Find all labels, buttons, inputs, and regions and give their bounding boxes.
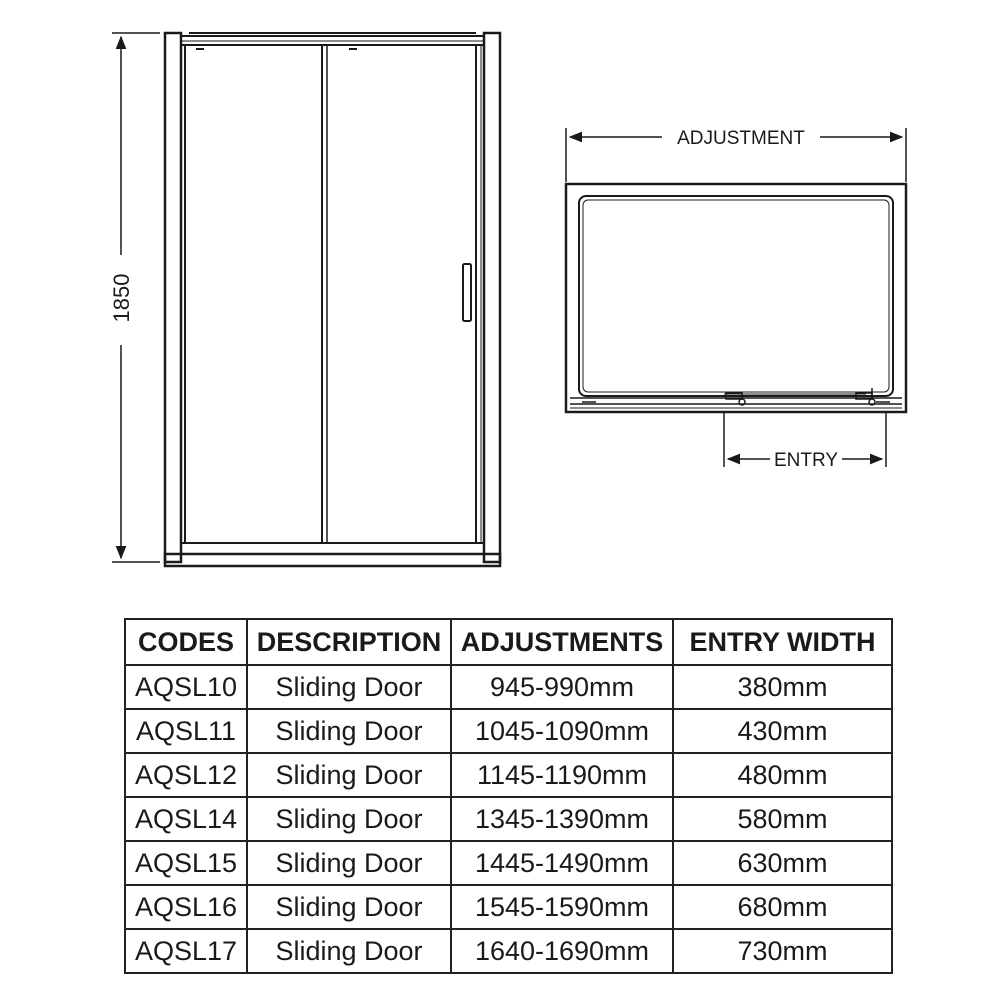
table-row <box>125 709 892 753</box>
cell-description: Sliding Door <box>247 841 451 885</box>
cell-code: AQSL10 <box>125 665 247 709</box>
cell-code: AQSL11 <box>125 709 247 753</box>
enclosure-frame <box>165 33 500 566</box>
front-elevation-view <box>109 33 500 566</box>
header-adjustments: ADJUSTMENTS <box>451 619 673 665</box>
table-row <box>125 841 892 885</box>
cell-description: Sliding Door <box>247 709 451 753</box>
sliding-door-panel <box>322 45 481 543</box>
cell-entry-width: 480mm <box>673 753 892 797</box>
cell-code: AQSL14 <box>125 797 247 841</box>
cell-adjustment: 1545-1590mm <box>451 885 673 929</box>
header-entry-width: ENTRY WIDTH <box>673 619 892 665</box>
cell-code: AQSL12 <box>125 753 247 797</box>
cell-adjustment: 1345-1390mm <box>451 797 673 841</box>
table-header-row <box>125 619 892 665</box>
table-row <box>125 753 892 797</box>
cell-description: Sliding Door <box>247 885 451 929</box>
cell-entry-width: 430mm <box>673 709 892 753</box>
height-dimension-label: 1850 <box>109 273 134 323</box>
fixed-glass-panel <box>185 45 322 543</box>
cell-code: AQSL17 <box>125 929 247 973</box>
cell-description: Sliding Door <box>247 929 451 973</box>
entry-label: ENTRY <box>773 450 839 471</box>
table-row <box>125 885 892 929</box>
table-row <box>125 929 892 973</box>
cell-adjustment: 1445-1490mm <box>451 841 673 885</box>
cell-entry-width: 730mm <box>673 929 892 973</box>
table-row <box>125 665 892 709</box>
cell-adjustment: 1640-1690mm <box>451 929 673 973</box>
specification-table <box>124 618 893 974</box>
door-track <box>570 388 902 408</box>
cell-entry-width: 680mm <box>673 885 892 929</box>
header-description: DESCRIPTION <box>247 619 451 665</box>
cell-entry-width: 380mm <box>673 665 892 709</box>
adjustment-label: ADJUSTMENT <box>677 128 805 149</box>
cell-description: Sliding Door <box>247 797 451 841</box>
header-codes: CODES <box>125 619 247 665</box>
cell-description: Sliding Door <box>247 665 451 709</box>
table-row <box>125 797 892 841</box>
cell-entry-width: 630mm <box>673 841 892 885</box>
shower-tray-outline <box>566 184 906 412</box>
door-handle <box>463 264 471 321</box>
cell-adjustment: 945-990mm <box>451 665 673 709</box>
cell-entry-width: 580mm <box>673 797 892 841</box>
cell-adjustment: 1145-1190mm <box>451 753 673 797</box>
cell-code: AQSL16 <box>125 885 247 929</box>
cell-adjustment: 1045-1090mm <box>451 709 673 753</box>
plan-view <box>566 128 906 471</box>
cell-code: AQSL15 <box>125 841 247 885</box>
cell-description: Sliding Door <box>247 753 451 797</box>
